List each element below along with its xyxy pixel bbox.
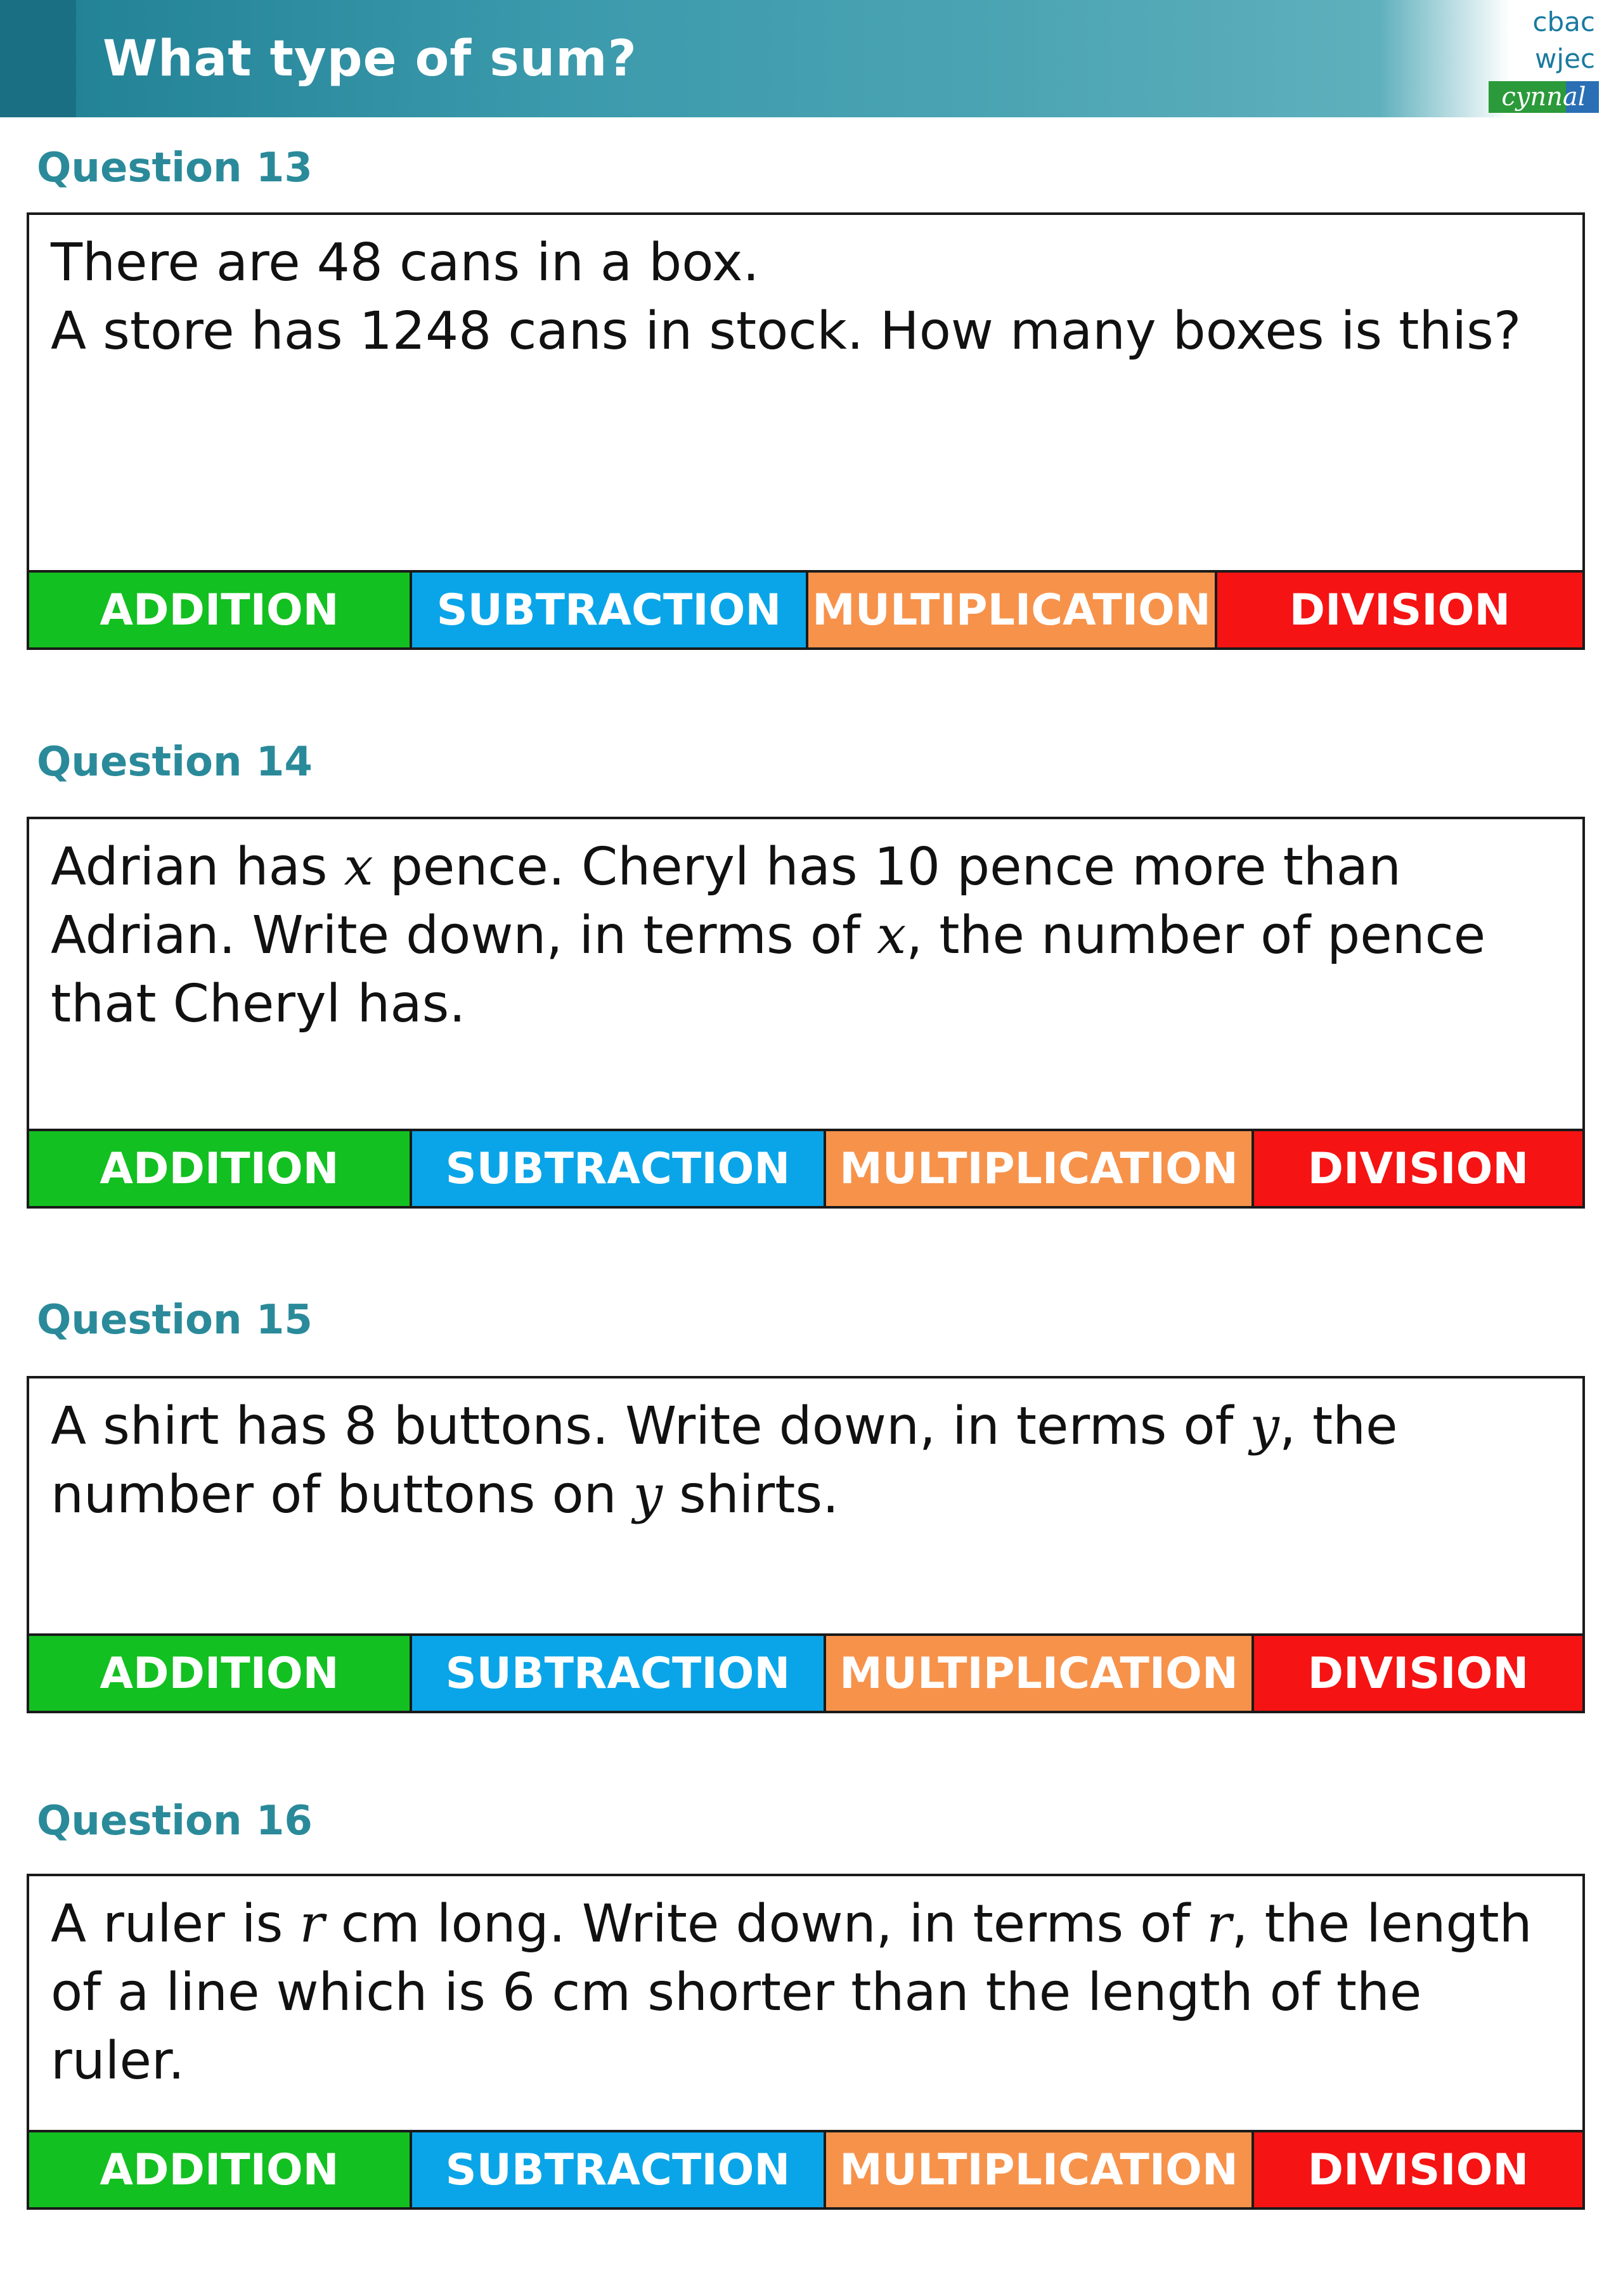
cbac-wjec-logo — [1472, 5, 1599, 117]
multiplication-button[interactable]: MULTIPLICATION — [826, 2132, 1254, 2207]
question-14-label: Question 14 — [37, 739, 313, 786]
question-16-options — [29, 2130, 1582, 2207]
subtraction-button[interactable]: SUBTRACTION — [412, 1131, 826, 1206]
question-15-label: Question 15 — [37, 1297, 313, 1344]
multiplication-button[interactable]: MULTIPLICATION — [826, 1636, 1254, 1711]
q14-var-x-2: x — [876, 905, 907, 966]
q16-text-1: A ruler is — [51, 1894, 300, 1954]
q16-var-r: r — [299, 1894, 325, 1954]
question-13-text — [51, 229, 1563, 366]
addition-button[interactable]: ADDITION — [29, 573, 412, 647]
addition-button[interactable]: ADDITION — [29, 1636, 412, 1711]
header-banner — [0, 0, 1623, 117]
logo-line-cbac: cbac — [1532, 6, 1595, 37]
logo-line-wjec: wjec — [1535, 43, 1595, 74]
multiplication-button[interactable]: MULTIPLICATION — [808, 573, 1217, 647]
q16-text-3: , the length of a line which is 6 cm shorter than the length of the ruler. — [51, 1894, 1532, 2091]
question-16-card — [27, 1874, 1585, 2210]
question-14-options — [29, 1129, 1582, 1206]
question-13-line-2: A store has 1248 cans in stock. How many boxes is this? — [51, 301, 1522, 361]
division-button[interactable]: DIVISION — [1217, 573, 1582, 647]
question-15-card — [27, 1376, 1585, 1713]
logo-line-cynnal: cynnal — [1489, 81, 1599, 113]
subtraction-button[interactable]: SUBTRACTION — [412, 573, 808, 647]
division-button[interactable]: DIVISION — [1254, 1131, 1582, 1206]
question-16-label: Question 16 — [37, 1798, 313, 1845]
question-15-text — [51, 1392, 1563, 1529]
question-13-label: Question 13 — [37, 145, 313, 191]
q14-var-x: x — [344, 837, 373, 897]
q15-text-2: , the number of buttons on — [51, 1396, 1398, 1525]
question-16-text — [51, 1890, 1563, 2096]
header-accent-strip — [0, 0, 76, 117]
q14-text-2: pence. Cheryl has 10 pence more than Adrian. Write down, in terms of — [51, 837, 1402, 966]
addition-button[interactable]: ADDITION — [29, 1131, 412, 1206]
q14-text-1: Adrian has — [51, 837, 344, 897]
question-15-options — [29, 1633, 1582, 1711]
q15-text-1: A shirt has 8 buttons. Write down, in terms of — [51, 1396, 1250, 1456]
division-button[interactable]: DIVISION — [1254, 2132, 1582, 2207]
question-14-card — [27, 817, 1585, 1209]
q15-var-y: y — [1250, 1396, 1279, 1456]
subtraction-button[interactable]: SUBTRACTION — [412, 1636, 826, 1711]
q16-var-r-2: r — [1206, 1894, 1232, 1954]
multiplication-button[interactable]: MULTIPLICATION — [826, 1131, 1254, 1206]
page-title: What type of sum? — [103, 30, 637, 88]
question-13-line-1: There are 48 cans in a box. — [51, 233, 760, 293]
q14-text-3: , the number of pence that Cheryl has. — [51, 905, 1486, 1034]
subtraction-button[interactable]: SUBTRACTION — [412, 2132, 826, 2207]
q16-text-2: cm long. Write down, in terms of — [324, 1894, 1207, 1954]
question-13-options — [29, 570, 1582, 647]
addition-button[interactable]: ADDITION — [29, 2132, 412, 2207]
question-13-card — [27, 212, 1585, 650]
division-button[interactable]: DIVISION — [1254, 1636, 1582, 1711]
q15-text-3: shirts. — [662, 1465, 839, 1525]
q15-var-y-2: y — [633, 1465, 663, 1525]
question-14-text — [51, 833, 1563, 1039]
